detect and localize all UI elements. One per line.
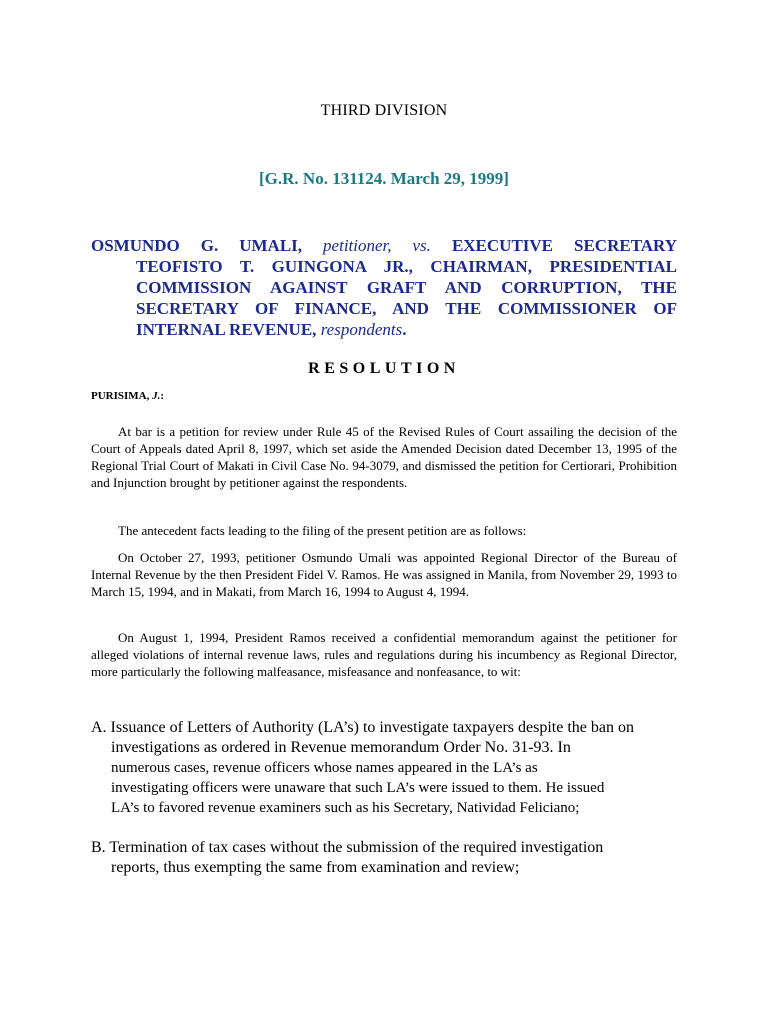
petitioner-role: petitioner, [323,236,392,255]
paragraph-3: On October 27, 1993, petitioner Osmundo Umali was appointed Regional Director of the Bureau of Internal Revenue by the then President Fidel V. Ramos. He was assigned in Manila, from November 29, 1993 to March 15, 1994, and in Makati, from March 16, 1994 to August 4, 1994. [91,550,677,599]
caption-line-3: COMMISSION AGAINST GRAFT AND CORRUPTION, THE [136,278,677,297]
caption-line-1 [91,235,677,256]
ponente-name: PURISIMA, [91,390,150,402]
ponente-title: J. [152,390,161,402]
caption-line-2: TEOFISTO T. GUINGONA JR., CHAIRMAN, PRESIDENTIAL [136,257,677,276]
ponente-colon: : [160,390,165,402]
resolution-title: RESOLUTION [308,360,460,377]
list-item-line: investigations as ordered in Revenue memorandum Order No. 31-93. In [111,739,571,756]
caption-line-5 [91,319,677,340]
list-item-line: investigating officers were unaware that such LA’s were issued to them. He issued [111,780,605,796]
paragraph-2: The antecedent facts leading to the filing of the present petition are as follows: [118,523,527,538]
petitioner-name: OSMUNDO G. UMALI, [91,236,303,255]
paragraph-1: At bar is a petition for review under Rule 45 of the Revised Rules of Court assailing the decision of the Court of Appeals dated April 8, 1997, which set aside the Amended Decision dated December 13, 1995 of the Regional Trial Court of Makati in Civil Case No. 94-3079, and dismissed the petition for Certiorari, Prohibition and Injunction brought by petitioner against the respondents. [91,424,677,490]
list-item-line: numerous cases, revenue officers whose names appeared in the LA’s as [111,760,538,776]
ponente [91,390,164,402]
paragraph-4: On August 1, 1994, President Ramos received a confidential memorandum against the petitioner for alleged violations of internal revenue laws, rules and regulations during his incumbency as Regional Director, more particularly the following malfeasance, misfeasance and nonfeasance, to wit: [91,630,677,679]
respondent-end: INTERNAL REVENUE, [136,320,317,339]
caption-line-4: SECRETARY OF FINANCE, AND THE COMMISSIONER OF [136,299,677,318]
list-item-line: reports, thus exempting the same from examination and review; [111,859,520,876]
versus-label: vs. [412,236,431,255]
case-number: [G.R. No. 131124. March 29, 1999] [259,169,509,188]
list-item-line: LA’s to favored revenue examiners such as his Secretary, Natividad Feliciano; [111,800,580,816]
list-item-line: B. Termination of tax cases without the submission of the required investigation [91,839,604,856]
division-heading: THIRD DIVISION [320,102,448,119]
respondents-role: respondents [320,320,403,339]
list-item-a [91,718,691,818]
caption-period: . [402,320,407,339]
case-caption [91,235,677,340]
respondent-start: EXECUTIVE SECRETARY [451,236,678,255]
list-item-line: A. Issuance of Letters of Authority (LA’s) to investigate taxpayers despite the ban on [91,719,634,736]
list-item-b [91,838,691,878]
